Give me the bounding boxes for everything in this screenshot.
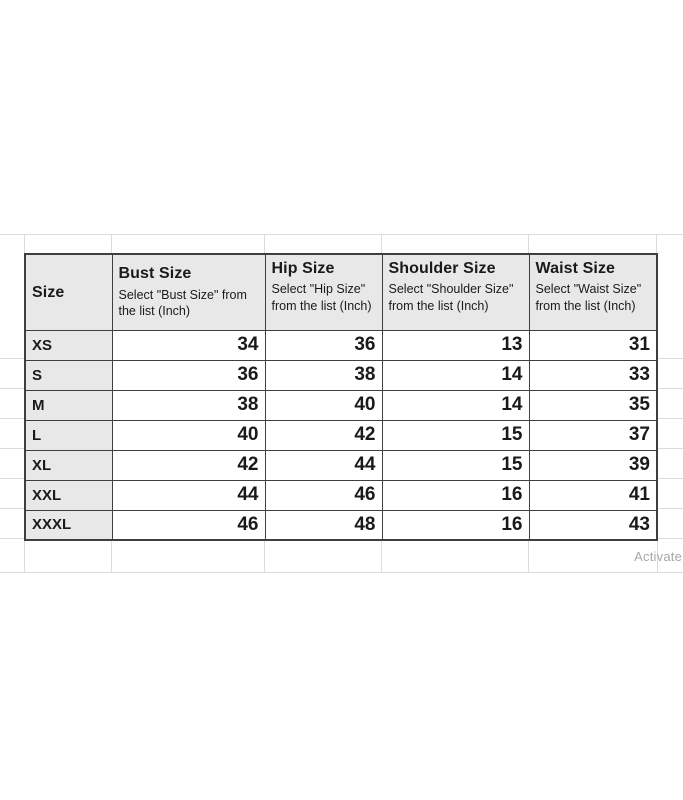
- sheet-gridline-vertical: [264, 540, 265, 572]
- header-cell-shoulder: [382, 254, 529, 330]
- cell-shoulder: 16: [382, 510, 529, 540]
- cell-bust: 36: [112, 360, 265, 390]
- sheet-gridline-vertical: [111, 234, 112, 253]
- table-row: [25, 330, 657, 360]
- table-row: [25, 450, 657, 480]
- cell-waist: 31: [529, 330, 657, 360]
- column-subtitle: Select "Hip Size" from the list (Inch): [271, 282, 372, 314]
- column-title: Bust Size: [118, 265, 192, 283]
- row-size-label: L: [25, 420, 112, 450]
- sheet-gridline-horizontal: [0, 572, 683, 573]
- sheet-gridline-vertical: [656, 234, 657, 253]
- header-cell-size: [25, 254, 112, 330]
- cell-shoulder: 15: [382, 450, 529, 480]
- column-subtitle: Select "Bust Size" from the list (Inch): [118, 287, 247, 319]
- column-subtitle: Select "Waist Size" from the list (Inch): [535, 282, 642, 314]
- sheet-row-gridlines-left: [0, 329, 24, 540]
- sheet-gridline-vertical: [111, 540, 112, 572]
- cell-bust: 42: [112, 450, 265, 480]
- cell-hip: 38: [265, 360, 382, 390]
- header-cell-hip: [265, 254, 382, 330]
- row-size-label: XXL: [25, 480, 112, 510]
- cell-waist: 35: [529, 390, 657, 420]
- cell-shoulder: 14: [382, 360, 529, 390]
- cell-bust: 34: [112, 330, 265, 360]
- cell-hip: 42: [265, 420, 382, 450]
- header-row: [25, 254, 657, 330]
- header-cell-waist: [529, 254, 657, 330]
- row-size-label: XXXL: [25, 510, 112, 540]
- table-row: [25, 390, 657, 420]
- sheet-gridline-vertical: [528, 234, 529, 253]
- row-size-label: XL: [25, 450, 112, 480]
- table-row: [25, 480, 657, 510]
- table-row: [25, 420, 657, 450]
- column-title: Hip Size: [271, 260, 335, 277]
- sheet-gridline-vertical: [24, 234, 25, 253]
- sheet-gridline-vertical: [264, 234, 265, 253]
- table-body: [25, 330, 657, 540]
- row-size-label: XS: [25, 330, 112, 360]
- cell-waist: 41: [529, 480, 657, 510]
- cell-shoulder: 15: [382, 420, 529, 450]
- column-subtitle: Select "Shoulder Size" from the list (Inch): [388, 282, 514, 314]
- cell-hip: 48: [265, 510, 382, 540]
- activate-watermark: Activate: [634, 549, 682, 564]
- column-title: Size: [32, 283, 65, 301]
- header-cell-bust: [112, 254, 265, 330]
- sheet-gridline-vertical: [381, 234, 382, 253]
- sheet-gridline-vertical: [24, 540, 25, 572]
- cell-waist: 39: [529, 450, 657, 480]
- cell-shoulder: 14: [382, 390, 529, 420]
- cell-shoulder: 16: [382, 480, 529, 510]
- column-title: Shoulder Size: [388, 260, 496, 277]
- sheet-gridline-vertical: [528, 540, 529, 572]
- row-size-label: S: [25, 360, 112, 390]
- size-chart-table: [24, 253, 658, 541]
- cell-waist: 33: [529, 360, 657, 390]
- sheet-row-gridlines-right: [657, 329, 683, 540]
- table-row: [25, 360, 657, 390]
- cell-waist: 37: [529, 420, 657, 450]
- table-row: [25, 510, 657, 540]
- cell-bust: 38: [112, 390, 265, 420]
- cell-waist: 43: [529, 510, 657, 540]
- row-size-label: M: [25, 390, 112, 420]
- cell-hip: 44: [265, 450, 382, 480]
- cell-hip: 40: [265, 390, 382, 420]
- cell-bust: 46: [112, 510, 265, 540]
- cell-bust: 44: [112, 480, 265, 510]
- sheet-gridline-horizontal: [0, 234, 683, 235]
- cell-hip: 46: [265, 480, 382, 510]
- cell-bust: 40: [112, 420, 265, 450]
- column-title: Waist Size: [535, 260, 616, 277]
- cell-hip: 36: [265, 330, 382, 360]
- cell-shoulder: 13: [382, 330, 529, 360]
- sheet-gridline-vertical: [381, 540, 382, 572]
